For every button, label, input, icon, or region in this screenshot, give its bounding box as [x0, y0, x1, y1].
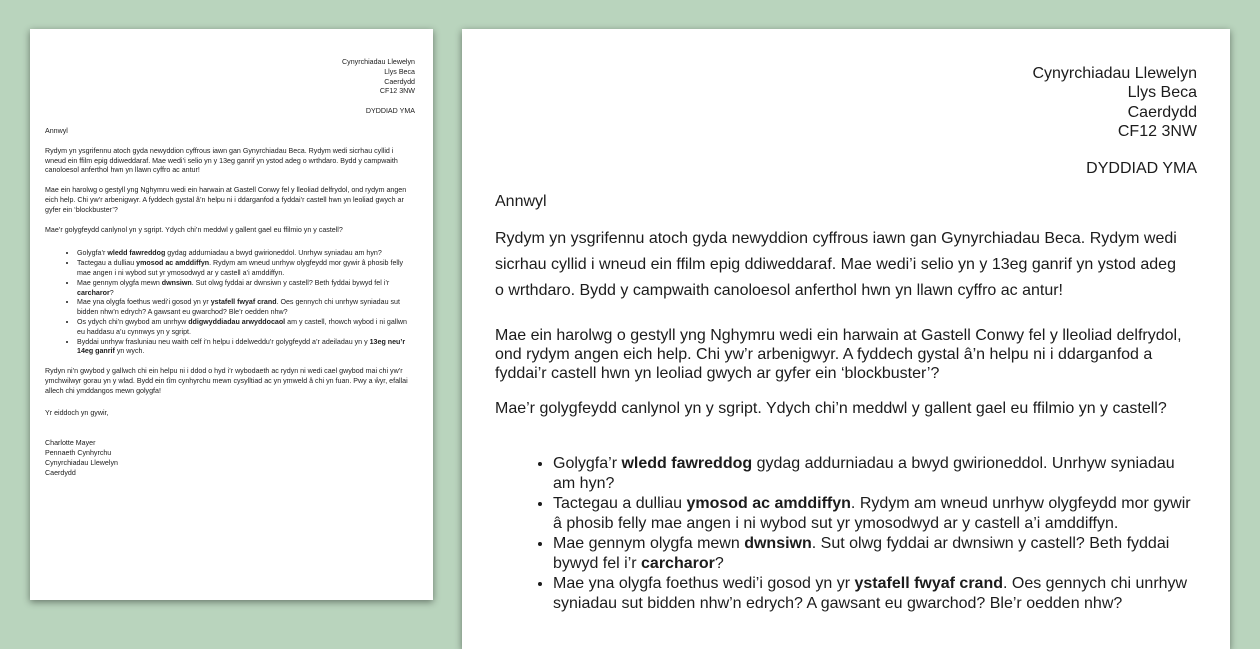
paragraph-castle: Mae ein harolwg o gestyll yng Nghymru wedi ein harwain at Gastell Conwy fel y lleoliad delfrydol, ond rydym angen eich help. Chi yw’r arbenigwyr. A fyddech gystal â’n helpu ni i ddarganfod a fyddai’r castell hwn yn leoliad gwych ar gyfer ein ‘blockbuster’? [45, 186, 407, 214]
paragraph-scenes: Mae’r golygfeydd canlynol yn y sgript. Ydych chi’n meddwl y gallent gael eu ffilmio yn y castell? [45, 225, 343, 234]
paragraph-intro [495, 226, 1197, 305]
list-item: • Mae gennym olygfa mewn dwnsiwn. Sut olwg fyddai ar dwnsiwn y castell? Beth fyddai bywyd fel i’r carcharor? [77, 279, 415, 299]
signature-line: Caerdydd [45, 468, 76, 477]
greeting: Annwyl [45, 126, 68, 135]
paragraph-closing: Rydyn ni’n gwybod y gallwch chi ein helpu ni i ddod o hyd i’r wybodaeth ac rydyn ni wedi cael gwybod mai chi yw’r ymchwilwyr gorau yn y wlad. Bydd ein tîm cynhyrchu mewn cysylltiad ac yn ymweld â chi yn fuan. Pwy a ŵyr, efallai allech chi ymddangos mewn golygfa! [45, 367, 408, 395]
sender-address [495, 64, 1197, 142]
sign-off: Yr eiddoch yn gywir, [45, 408, 109, 417]
address-line: Caerdydd [1127, 103, 1197, 121]
sender-address [45, 58, 415, 97]
greeting: Annwyl [495, 192, 547, 210]
text-line: ond rydym angen eich help. Chi yw’r arbenigwyr. A fyddech gystal â’n helpu ni i ddarganfod a [495, 345, 1153, 363]
text-line: fyddai’r castell hwn yn leoliad gwych ar gyfer ein ‘blockbuster’? [495, 365, 940, 383]
paragraph-intro: Rydym yn ysgrifennu atoch gyda newyddion cyffrous iawn gan Gynyrchiadau Beca. Rydym wedi sicrhau cyllid i wneud ein ffilm epig ddiweddaraf. Mae wedi’i selio yn y 13eg ganrif yn ystod adeg o wrthdaro. Bydd y campwaith canoloesol anferthol hwn yn llawn cyffro ac antur! [45, 146, 398, 175]
text-line: Mae ein harolwg o gestyll yng Nghymru wedi ein harwain at Gastell Conwy fel y lleoliad delfrydol, [495, 326, 1182, 344]
address-line: Cynyrchiadau Llewelyn [342, 58, 415, 66]
text-line: o wrthdaro. Bydd y campwaith canoloesol anferthol hwn yn llawn cyffro ac antur! [495, 282, 1063, 300]
date-placeholder: DYDDIAD YMA [1086, 159, 1197, 177]
zoomed-content [495, 64, 1197, 614]
list-item: • Tactegau a dulliau ymosod ac amddiffyn. Rydym am wneud unrhyw olygfeydd mor gywir â phosib felly mae angen i ni wybod sut yr ymosodwyd ar y castell a’i amddiffyn. [77, 259, 415, 279]
signature-block [45, 439, 415, 478]
letter-page-zoomed [462, 29, 1230, 649]
list-item: • Mae yna olygfa foethus wedi’i gosod yn yr ystafell fwyaf crand. Oes gennych chi unrhyw syniadau sut bidden nhw’n edrych? A gawsant eu gwarchod? Ble’r oedden nhw? [77, 298, 415, 318]
address-line: Caerdydd [384, 77, 415, 86]
list-item: • Tactegau a dulliau ymosod ac amddiffyn. Rydym am wneud unrhyw olygfeydd mor gywir â phosib felly mae angen i ni wybod sut yr ymosodwyd ar y castell a’i amddiffyn. [553, 494, 1197, 534]
signature-line: Charlotte Mayer [45, 439, 96, 448]
address-line: CF12 3NW [379, 87, 415, 96]
letter-page-thumbnail [30, 29, 433, 600]
signature-line: Cynyrchiadau Llewelyn [45, 458, 118, 467]
signature-line: Pennaeth Cynhyrchu [45, 449, 112, 458]
paragraph-scenes: Mae’r golygfeydd canlynol yn y sgript. Ydych chi’n meddwl y gallent gael eu ffilmio yn y castell? [495, 399, 1167, 417]
text-line: Rydym yn ysgrifennu atoch gyda newyddion cyffrous iawn gan Gynyrchiadau Beca. Rydym wedi [495, 229, 1177, 247]
scene-list [495, 454, 1197, 614]
address-line: CF12 3NW [1117, 123, 1197, 141]
paragraph-castle [495, 326, 1197, 384]
list-item: • Golygfa’r wledd fawreddog gydag addurniadau a bwyd gwirioneddol. Unrhyw syniadau am hyn? [77, 249, 415, 259]
text-line: sicrhau cyllid i wneud ein ffilm epig ddiweddaraf. Mae wedi’i selio yn y 13eg ganrif yn ystod adeg [495, 255, 1176, 273]
address-line: Llys Beca [384, 67, 415, 76]
list-item: • Mae yna olygfa foethus wedi’i gosod yn yr ystafell fwyaf crand. Oes gennych chi unrhyw syniadau sut bidden nhw’n edrych? A gawsant eu gwarchod? Ble’r oedden nhw? [553, 574, 1197, 614]
list-item: • Os ydych chi’n gwybod am unrhyw ddigwyddiadau arwyddocaol am y castell, rhowch wybod i ni gallwn eu haddasu a’u cynnwys yn y sgript. [77, 318, 415, 338]
list-item: • Byddai unrhyw frasluniau neu waith celf i’n helpu i ddelweddu’r golygfeydd a’r adeiladau yn y 13eg neu’r 14eg ganrif yn wych. [77, 338, 415, 358]
date-placeholder: DYDDIAD YMA [365, 107, 415, 116]
address-line: Llys Beca [1127, 84, 1197, 102]
letter-content [45, 58, 415, 479]
scene-list [45, 249, 415, 357]
list-item: • Golygfa’r wledd fawreddog gydag addurniadau a bwyd gwirioneddol. Unrhyw syniadau am hyn? [553, 454, 1197, 494]
list-item: • Mae gennym olygfa mewn dwnsiwn. Sut olwg fyddai ar dwnsiwn y castell? Beth fyddai bywyd fel i’r carcharor? [553, 534, 1197, 574]
address-line: Cynyrchiadau Llewelyn [1032, 65, 1197, 82]
